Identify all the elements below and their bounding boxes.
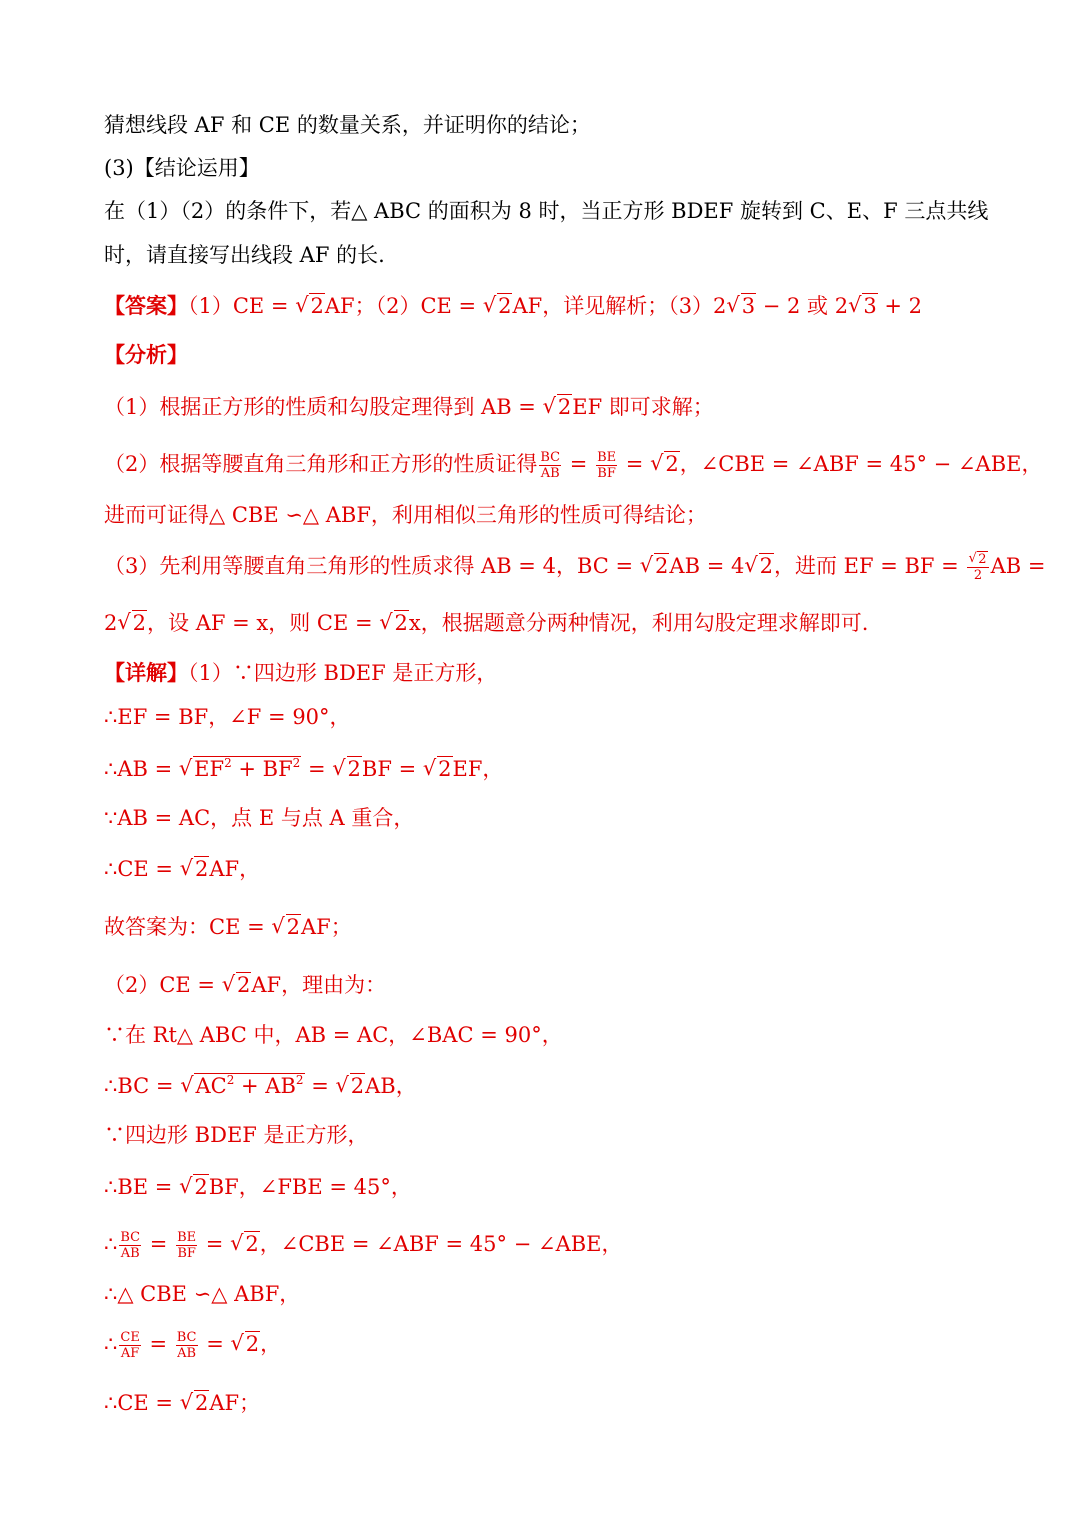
detail-line-10: ∵四边形 BDEF 是正方形， bbox=[104, 1123, 369, 1147]
problem-line-1: 猜想线段 AF 和 CE 的数量关系，并证明你的结论； bbox=[104, 113, 591, 137]
analysis-step-1: （1）根据正方形的性质和勾股定理得到 AB = √ 2EF 即可求解； bbox=[104, 392, 980, 422]
detail-line-14: ∴ $\frac{CE}{AF}$ = $\frac{BC}{AB}$ = √ 2， bbox=[104, 1329, 980, 1361]
detail-line-9: ∴BC = √ $AC^2 + AB^2$ = √ 2AB， bbox=[104, 1071, 980, 1101]
detail-line-3: ∴AB = √ $EF^2 + BF^2$ = √ 2BF = √ 2EF， bbox=[104, 754, 980, 784]
problem-line-3: 在（1）（2）的条件下，若△ ABC 的面积为 8 时，当正方形 BDEF 旋转到 C、E、F 三点共线 bbox=[104, 199, 989, 223]
detail-line-15: ∴CE = √ 2AF； bbox=[104, 1388, 980, 1418]
detail-line-8: ∵在 Rt△ ABC 中，AB = AC，∠BAC = 90°， bbox=[104, 1023, 563, 1047]
detail-label: 【详解】 bbox=[104, 660, 188, 685]
analysis-step-2: （2）根据等腰直角三角形和正方形的性质证得 $\frac{BC}{AB}$ = $\frac{BE}{BF}$ = √ 2，∠CBE = ∠ABF = 45° − ∠ABE， bbox=[104, 449, 980, 481]
fraction-bc-ab: $\frac{BC}{AB}$ bbox=[540, 450, 561, 481]
answer-label: 【答案】 bbox=[104, 293, 188, 318]
problem-line-4: 时，请直接写出线段 AF 的长. bbox=[104, 243, 385, 267]
detail-line-11: ∴BE = √ 2BF，∠FBE = 45°， bbox=[104, 1172, 980, 1202]
detail-line-13: ∴△ CBE ∽△ ABF， bbox=[104, 1282, 301, 1306]
problem-part3-heading: (3)【结论运用】 bbox=[104, 156, 260, 180]
analysis-step-3: （3）先利用等腰直角三角形的性质求得 AB = 4，BC = √ 2AB = 4√ 2，进而 EF = BF = √ $\frac{2}{2}$ AB = bbox=[104, 551, 980, 583]
detail-line-4: ∵AB = AC，点 E 与点 A 重合， bbox=[104, 806, 415, 830]
detail-line-2: ∴EF = BF，∠F = 90°， bbox=[104, 705, 351, 729]
analysis-label: 【分析】 bbox=[104, 342, 188, 367]
fraction-be-bf: $\frac{BE}{BF}$ bbox=[597, 450, 617, 481]
analysis-step-2-cont: 进而可证得△ CBE ∽△ ABF，利用相似三角形的性质可得结论； bbox=[104, 503, 707, 527]
detail-line-1: 【详解】（1）∵四边形 BDEF 是正方形， bbox=[104, 660, 498, 685]
detail-line-5: ∴CE = √ 2AF， bbox=[104, 854, 980, 884]
answer-line: 【答案】（1）CE = √ 2AF；（2）CE = √ 2AF，详见解析；（3）2√ 3 − 2 或 2√ 3 + 2 bbox=[104, 291, 980, 321]
analysis-step-3-cont: 2√ 2，设 AF = x，则 CE = √ 2x，根据题意分两种情况，利用勾股定理求解即可. bbox=[104, 608, 980, 638]
detail-line-6: 故答案为：CE = √ 2AF； bbox=[104, 912, 980, 942]
detail-line-12: ∴ $\frac{BC}{AB}$ = $\frac{BE}{BF}$ = √ 2，∠CBE = ∠ABF = 45° − ∠ABE， bbox=[104, 1229, 980, 1261]
fraction-sqrt2-over-2: √ $\frac{2}{2}$ bbox=[967, 552, 988, 583]
detail-line-7: （2）CE = √ 2AF，理由为： bbox=[104, 970, 980, 1000]
